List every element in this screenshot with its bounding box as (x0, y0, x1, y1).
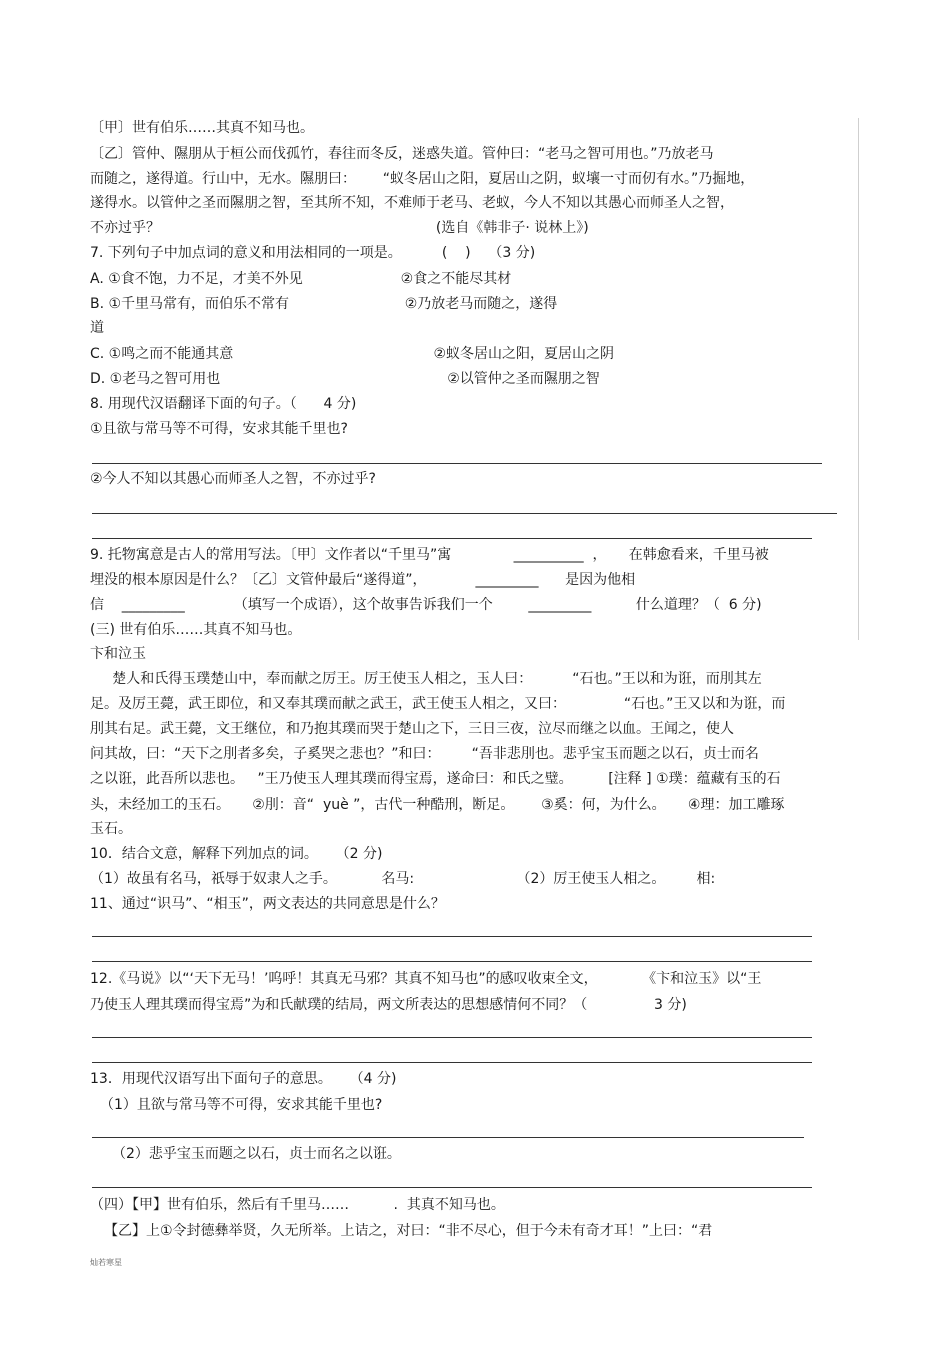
option-a: A. ①食不饱，力不足，才美不外见 ②食之不能尽其材 (90, 271, 512, 287)
question-12-line-2: 乃使玉人理其璞而得宝焉”为和氏献璞的结局，两文所表达的思想感情何不同？（ 3 分) (90, 997, 687, 1013)
answer-line (92, 936, 812, 937)
text-line-yi-1: 〔乙〕管仲、隰朋从于桓公而伐孤竹，春往而冬反，迷惑失道。管仲曰：“老马之智可用也。”乃放老马 (90, 146, 714, 162)
answer-line (92, 1062, 812, 1063)
question-13-item-1: （1）且欲与常马等不可得，安求其能千里也? (100, 1097, 383, 1113)
text-line-yi-2: 而随之，遂得道。行山中，无水。隰朋曰： “蚁冬居山之阳，夏居山之阴，蚁壤一寸而仞有水。”乃掘地， (90, 171, 755, 187)
answer-line (92, 463, 822, 464)
passage-line-5: 之以诳，此吾所以悲也。 ”王乃使玉人理其璞而得宝焉，遂命曰：和氏之璧。 [注释 ] ①璞：蕴藏有玉的石 (90, 771, 781, 787)
question-8-sentence-2: ②今人不知以其愚心而师圣人之智，不亦过乎? (90, 471, 376, 487)
annotation-line-1: 头，未经加工的玉石。 ②刖：音“ yuè ”，古代一种酷刑，断足。 ③奚：何，为什么。 ④理：加工雕琢 (90, 797, 785, 813)
question-7: 7. 下列句子中加点词的意义和用法相同的一项是。 ( ) （3 分) (90, 245, 536, 261)
question-13-item-2: （2）悲乎宝玉而题之以石，贞士而名之以诳。 (112, 1146, 401, 1162)
section-4-passage-line-1: 【乙】上①令封德彝举贤，久无所举。上诘之，对曰：“非不尽心，但于今未有奇才耳！”上曰：“君 (104, 1223, 713, 1239)
question-11: 11、通过“识马”、“相玉”，两文表达的共同意思是什么？ (90, 896, 445, 912)
answer-line (92, 961, 812, 962)
section-4-heading: （四）【甲】世有伯乐，然后有千里马…… . 其真不知马也。 (90, 1197, 505, 1213)
annotation-line-2: 玉石。 (90, 821, 132, 837)
question-13: 13．用现代汉语写出下面句子的意思。 （4 分) (90, 1071, 397, 1087)
option-b-cont: 道 (90, 320, 104, 336)
passage-line-1: 楚人和氏得玉璞楚山中，奉而献之厉王。厉王使玉人相之，玉人曰： “石也。”王以和为诳，而刖其左 (90, 671, 762, 687)
text-line-yi-3: 遂得水。以管仲之圣而隰朋之智，至其所不知，不难师于老马、老蚁，今人不知以其愚心而师圣人之智， (90, 195, 734, 211)
option-c: C. ①鸣之而不能通其意 ②蚁冬居山之阳，夏居山之阴 (90, 346, 615, 362)
answer-line (92, 513, 837, 514)
option-b: B. ①千里马常有，而伯乐不常有 ②乃放老马而随之，遂得 (90, 296, 558, 312)
text-line-jia: 〔甲〕世有伯乐……其真不知马也。 (90, 120, 314, 136)
question-9-line-1: 9. 托物寓意是古人的常用写法。〔甲〕文作者以“千里马”寓 __________ ， 在韩愈看来，千里马被 (90, 547, 769, 563)
passage-line-3: 刖其右足。武王薨，文王继位，和乃抱其璞而哭于楚山之下，三日三夜，泣尽而继之以血。王闻之，使人 (90, 721, 734, 737)
answer-line (92, 1037, 812, 1038)
passage-title: 卞和泣玉 (90, 646, 146, 662)
passage-line-2: 足。及厉王薨，武王即位，和又奉其璞而献之武王，武王使玉人相之，又曰： “石也。”王又以和为诳，而 (90, 696, 786, 712)
question-10: 10．结合文意，解释下列加点的词。 （2 分) (90, 846, 383, 862)
question-8: 8. 用现代汉语翻译下面的句子。（ 4 分) (90, 396, 357, 412)
answer-line (92, 1137, 804, 1138)
question-10-items: （1）故虽有名马，祇辱于奴隶人之手。 名马: （2）厉王使玉人相之。 相: (90, 871, 716, 887)
option-d: D. ①老马之智可用也 ②以管仲之圣而隰朋之智 (90, 371, 600, 387)
answer-line (92, 1187, 812, 1188)
question-8-sentence-1: ①且欲与常马等不可得，安求其能千里也? (90, 421, 348, 437)
question-9-line-2: 埋没的根本原因是什么？〔乙〕文管仲最后“遂得道”， _________ 是因为他相 (90, 572, 636, 588)
text-line-yi-4: 不亦过乎？ (选自《韩非子· 说林上》) (90, 220, 589, 236)
margin-rule (858, 118, 859, 640)
question-12-line-1: 12.《马说》以“‘天下无马！’呜呼！其真无马邪？其真不知马也”的感叹收束全文， 《卞和泣玉》以“王 (90, 971, 762, 987)
section-3-heading: (三) 世有伯乐……其真不知马也。 (90, 622, 302, 638)
answer-line (92, 538, 812, 539)
footer-watermark: 灿若寒星 (90, 1258, 122, 1267)
passage-line-4: 问其故，曰：“天下之刖者多矣，子奚哭之悲也？”和曰： “吾非悲刖也。悲乎宝玉而题之以石，贞士而名 (90, 746, 759, 762)
question-9-line-3: 信 _________ （填写一个成语），这个故事告诉我们一个 _________ 什么道理？（ 6 分) (90, 597, 762, 613)
